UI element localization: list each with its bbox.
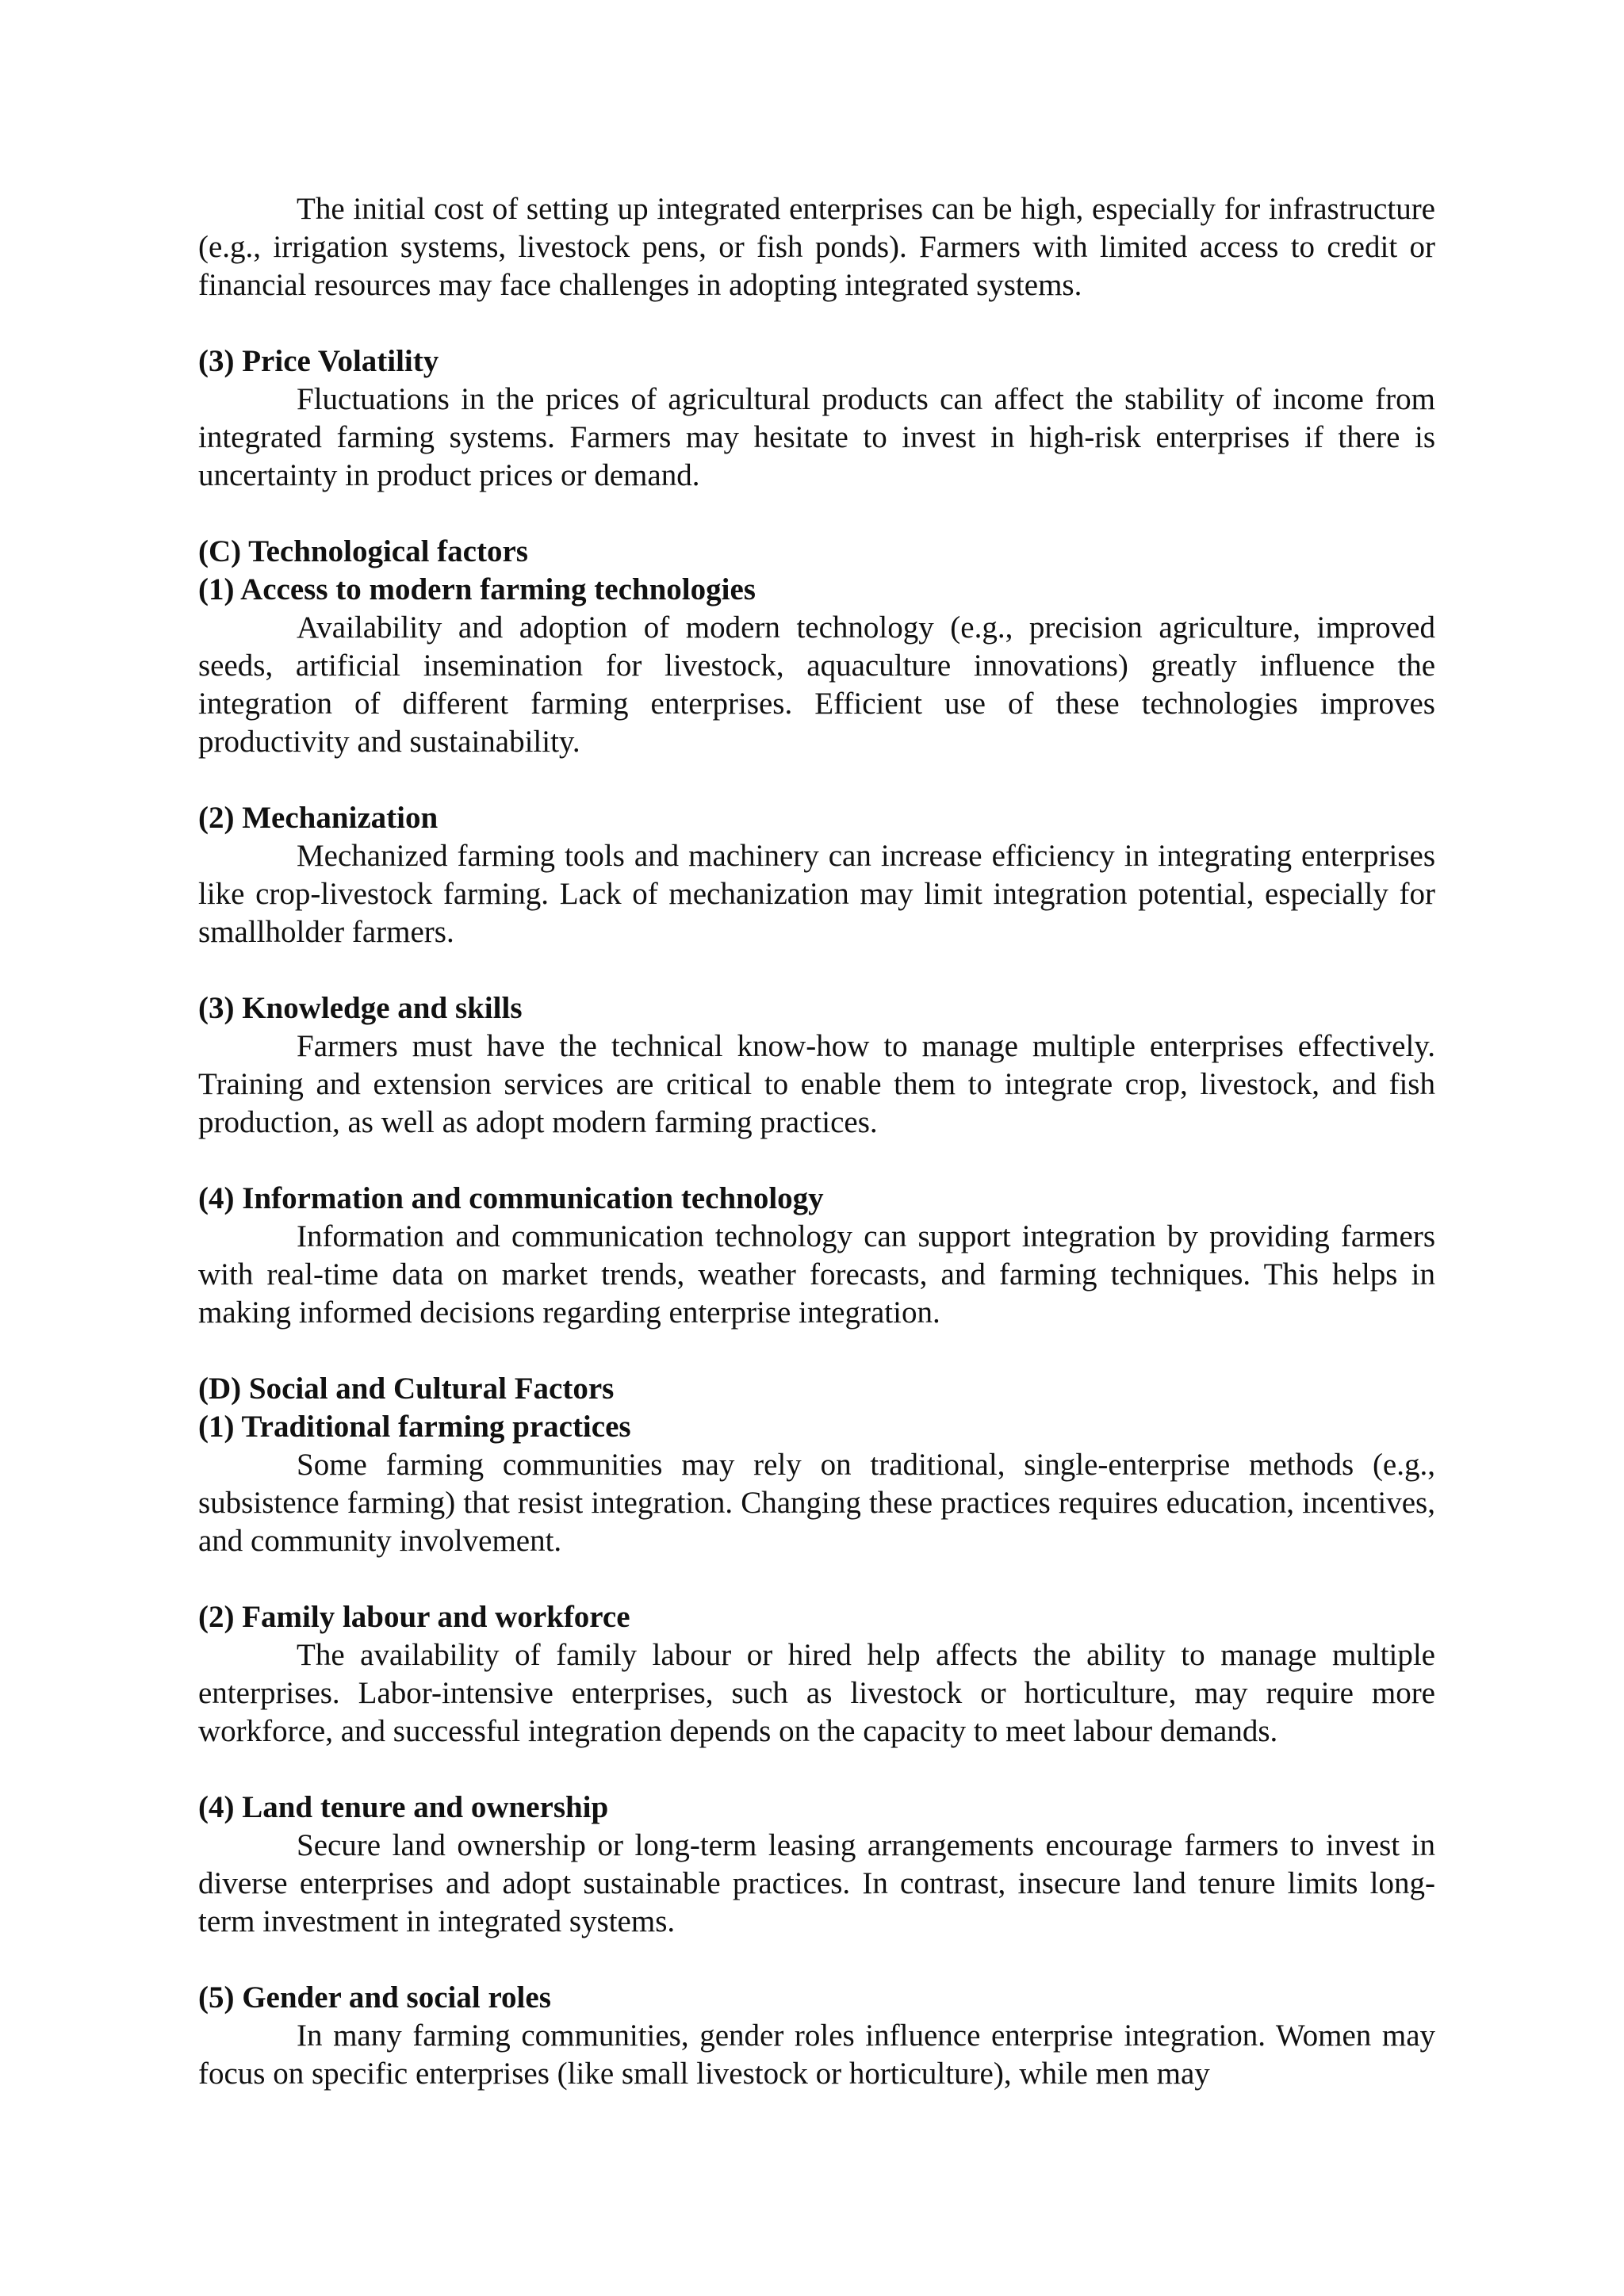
paragraph-mechanization: Mechanized farming tools and machinery can increase efficiency in integrating enterprises like crop-livestock farming. Lack of mechanization may limit integration potential, especially for smallholder farmers.	[198, 839, 1435, 949]
heading-knowledge-skills: (3) Knowledge and skills	[198, 991, 523, 1025]
paragraph-family-labour: The availability of family labour or hired help affects the ability to manage multiple enterprises. Labor-intensive enterprises, such as livestock or horticulture, may require more workforce, and successful integration depends on the capacity to meet labour demands.	[198, 1638, 1435, 1748]
section-heading-social-cultural-factors: (D) Social and Cultural Factors	[198, 1372, 615, 1406]
document-page	[198, 190, 1435, 2093]
paragraph-traditional-practices: Some farming communities may rely on traditional, single-enterprise methods (e.g., subsistence farming) that resist integration. Changing these practices requires education, incentives, and community involvement.	[198, 1448, 1435, 1558]
paragraph-price-volatility: Fluctuations in the prices of agricultural products can affect the stability of income from integrated farming systems. Farmers may hesitate to invest in high-risk enterprises if there is uncertainty in product prices or demand.	[198, 382, 1435, 492]
heading-family-labour: (2) Family labour and workforce	[198, 1600, 630, 1634]
section-heading-technological-factors: (C) Technological factors	[198, 534, 528, 568]
paragraph-ict: Information and communication technology can support integration by providing farmers with real-time data on market trends, weather forecasts, and farming techniques. This helps in making informed decisions regarding enterprise integration.	[198, 1219, 1435, 1330]
heading-price-volatility: (3) Price Volatility	[198, 344, 439, 378]
paragraph-land-tenure: Secure land ownership or long-term leasing arrangements encourage farmers to invest in diverse enterprises and adopt sustainable practices. In contrast, insecure land tenure limits long-term investment in integrated systems.	[198, 1828, 1435, 1938]
heading-traditional-practices: (1) Traditional farming practices	[198, 1410, 631, 1444]
paragraph-initial-cost: The initial cost of setting up integrated enterprises can be high, especially for infrastructure (e.g., irrigation systems, livestock pens, or fish ponds). Farmers with limited access to credit or financial resources may face challenges in adopting integrated systems.	[198, 192, 1435, 302]
paragraph-access-modern-technologies: Availability and adoption of modern technology (e.g., precision agriculture, improved seeds, artificial insemination for livestock, aquaculture innovations) greatly influence the integration of different farming enterprises. Efficient use of these technologies improves productivity and sustainability.	[198, 610, 1435, 759]
heading-access-modern-technologies: (1) Access to modern farming technologies	[198, 572, 756, 607]
paragraph-gender-roles: In many farming communities, gender roles influence enterprise integration. Women may focus on specific enterprises (like small livestock or horticulture), while men may	[198, 2019, 1435, 2091]
paragraph-knowledge-skills: Farmers must have the technical know-how to manage multiple enterprises effectively. Training and extension services are critical to enable them to integrate crop, livestock, and fish production, as well as adopt modern farming practices.	[198, 1029, 1435, 1139]
heading-land-tenure: (4) Land tenure and ownership	[198, 1790, 609, 1824]
heading-gender-roles: (5) Gender and social roles	[198, 1980, 551, 2015]
heading-ict: (4) Information and communication technology	[198, 1181, 824, 1215]
heading-mechanization: (2) Mechanization	[198, 801, 439, 835]
